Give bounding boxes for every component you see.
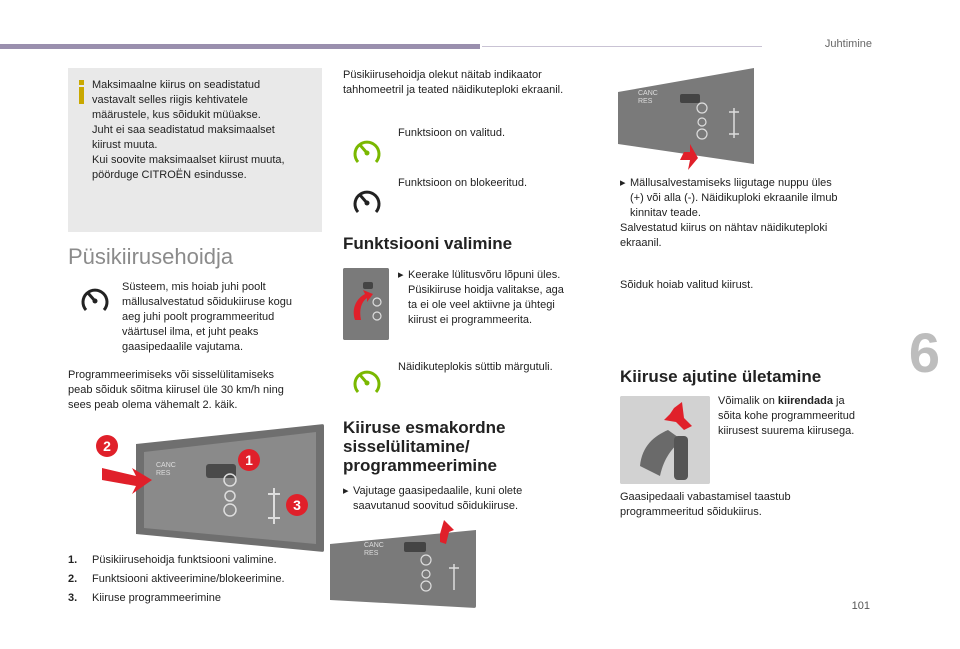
pedal-line: Gaasipedaali vabastamisel taastub — [620, 491, 791, 503]
stalk-label — [156, 462, 176, 478]
stalk-label — [364, 542, 384, 558]
stalk-label — [638, 90, 658, 106]
stalk-press-graphic — [330, 520, 476, 608]
ring-select-illustration — [343, 268, 389, 340]
first-bullet-line: saavutanud soovitud sõidukiiruse. — [353, 500, 519, 512]
header-accent-bar — [0, 44, 480, 49]
ring-graphic — [343, 268, 389, 340]
stalk-label-canc: CANC — [638, 90, 658, 97]
stalk-label-res: RES — [638, 98, 653, 105]
programming-conditions — [68, 368, 324, 413]
status-intro — [343, 68, 603, 98]
info-line: Kui soovite maksimaalset kiirust muuta, — [92, 154, 285, 166]
select-bullet-line: ▸ Keerake lülitusvõru lõpuni üles. — [398, 269, 561, 281]
info-icon — [78, 80, 86, 104]
speed-gauge-green-icon — [352, 366, 382, 396]
intro-line: Püsikiirusehoidja olekut näitab indikaator — [343, 69, 542, 81]
chapter-title: Juhtimine — [824, 38, 872, 50]
callout-2: 2 — [96, 435, 118, 457]
callout-1: 1 — [238, 449, 260, 471]
stalk-label-canc: CANC — [364, 542, 384, 549]
info-text — [92, 78, 314, 183]
first-activation-instructions — [343, 484, 583, 514]
info-line: määrustele, kus sõidukit müüakse. — [92, 109, 261, 121]
system-line: Süsteem, mis hoiab juhi poolt — [122, 281, 266, 293]
title-line: sisselülitamine/ — [343, 437, 470, 456]
memory-bullet-line: (+) või alla (-). Näidikuploki ekraanile ilmub — [630, 192, 838, 204]
memory-bullet-line: kinnitav teade. — [630, 207, 701, 219]
step-number: 1. — [68, 554, 78, 566]
chapter-tab-number: 6 — [908, 321, 940, 384]
memory-bullet-line: ▸ Mällusalvestamiseks liigutage nuppu üles — [620, 177, 832, 189]
prog-line: peab sõiduk sõitma kiirusel üle 30 km/h ning — [68, 384, 284, 396]
override-line: kiirusest suurema kiirusega. — [718, 425, 855, 437]
accelerator-pedal-icon — [620, 396, 710, 484]
stalk-label-canc: CANC — [156, 462, 176, 469]
override-line: sõita kohe programmeeritud — [718, 410, 855, 422]
pedal-release-text — [620, 490, 870, 520]
title-line: programmeerimine — [343, 456, 497, 475]
step-number: 2. — [68, 573, 78, 585]
speed-limiter-gauge-icon — [80, 284, 110, 314]
steps-list — [68, 551, 324, 608]
prog-line: Programmeerimiseks või sisselülitamiseks — [68, 369, 274, 381]
header-divider — [482, 46, 762, 47]
cruise-control-stalk-illustration — [96, 424, 324, 552]
bullet-icon: ▸ — [620, 177, 626, 189]
select-instructions — [398, 268, 598, 328]
stalk-graphic — [96, 424, 324, 552]
override-text — [718, 394, 878, 439]
hold-speed-text: Sõiduk hoiab valitud kiirust. — [620, 279, 754, 291]
stalk-label-res: RES — [364, 550, 379, 557]
callout-3: 3 — [286, 494, 308, 516]
info-line: Maksimaalne kiirus on seadistatud — [92, 79, 261, 91]
info-line: kiirust muuta. — [92, 139, 158, 151]
indicator-selected-text: Funktsioon on valitud. — [398, 127, 506, 139]
select-bullet-line: ta ei ole veel aktiivne ja ühtegi — [408, 299, 555, 311]
first-activation-title — [343, 418, 583, 475]
system-line: mällusalvestatud sõidukiiruse kogu — [122, 296, 292, 308]
step-text: Funktsiooni aktiveerimine/blokeerimine. — [92, 573, 285, 585]
speed-gauge-black-icon — [352, 186, 382, 216]
prog-line: sees peab olema vähemalt 2. käik. — [68, 399, 238, 411]
stalk-press-illustration — [330, 520, 476, 608]
memory-after-line: Salvestatud kiirus on nähtav näidikuteploki — [620, 222, 828, 234]
page-number: 101 — [851, 600, 870, 612]
memory-stalk-illustration — [618, 68, 758, 172]
speed-gauge-green-icon — [352, 136, 382, 166]
info-line: pöörduge CITROËN esindusse. — [92, 169, 247, 181]
step-item — [68, 551, 324, 570]
memory-after-line: ekraanil. — [620, 237, 662, 249]
section-title-cruise-control: Püsikiirusehoidja — [68, 244, 234, 269]
system-line: aeg juhi poolt programmeeritud — [122, 311, 275, 323]
info-line: Juht ei saa seadistatud maksimaalset — [92, 124, 275, 136]
title-line: Kiiruse esmakordne — [343, 418, 506, 437]
step-item — [68, 570, 324, 589]
step-item — [68, 589, 324, 608]
accelerator-pedal-illustration — [620, 396, 710, 484]
memory-instructions — [620, 176, 870, 251]
bullet-icon: ▸ — [398, 269, 404, 281]
pedal-line: programmeeritud sõidukiirus. — [620, 506, 762, 518]
step-text: Kiiruse programmeerimine — [92, 592, 221, 604]
bullet-icon: ▸ — [343, 485, 349, 497]
override-title: Kiiruse ajutine ületamine — [620, 367, 822, 386]
indicator-blocked-text: Funktsioon on blokeeritud. — [398, 177, 528, 189]
system-line: väärtusel ilma, et juht peaks — [122, 326, 259, 338]
memory-stalk-graphic — [618, 68, 758, 172]
system-description — [122, 280, 322, 355]
select-bullet-line: Püsikiiruse hoidja valitakse, aga — [408, 284, 564, 296]
lamp-text: Näidikuteplokis süttib märgutuli. — [398, 361, 553, 373]
override-bold: kiirendada — [777, 395, 833, 407]
first-bullet-line: ▸ Vajutage gaasipedaalile, kuni olete — [343, 485, 523, 497]
stalk-label-res: RES — [156, 470, 171, 477]
system-line: gaasipedaalile vajutama. — [122, 341, 244, 353]
step-text: Püsikiirusehoidja funktsiooni valimine. — [92, 554, 277, 566]
info-line: vastavalt selles riigis kehtivatele — [92, 94, 248, 106]
step-number: 3. — [68, 592, 78, 604]
override-line: Võimalik on kiirendada ja — [718, 395, 845, 407]
select-function-title: Funktsiooni valimine — [343, 234, 513, 253]
intro-line: tahhomeetril ja teated näidikuteploki ekraanil. — [343, 84, 564, 96]
select-bullet-line: kiirust ei programmeerita. — [408, 314, 533, 326]
